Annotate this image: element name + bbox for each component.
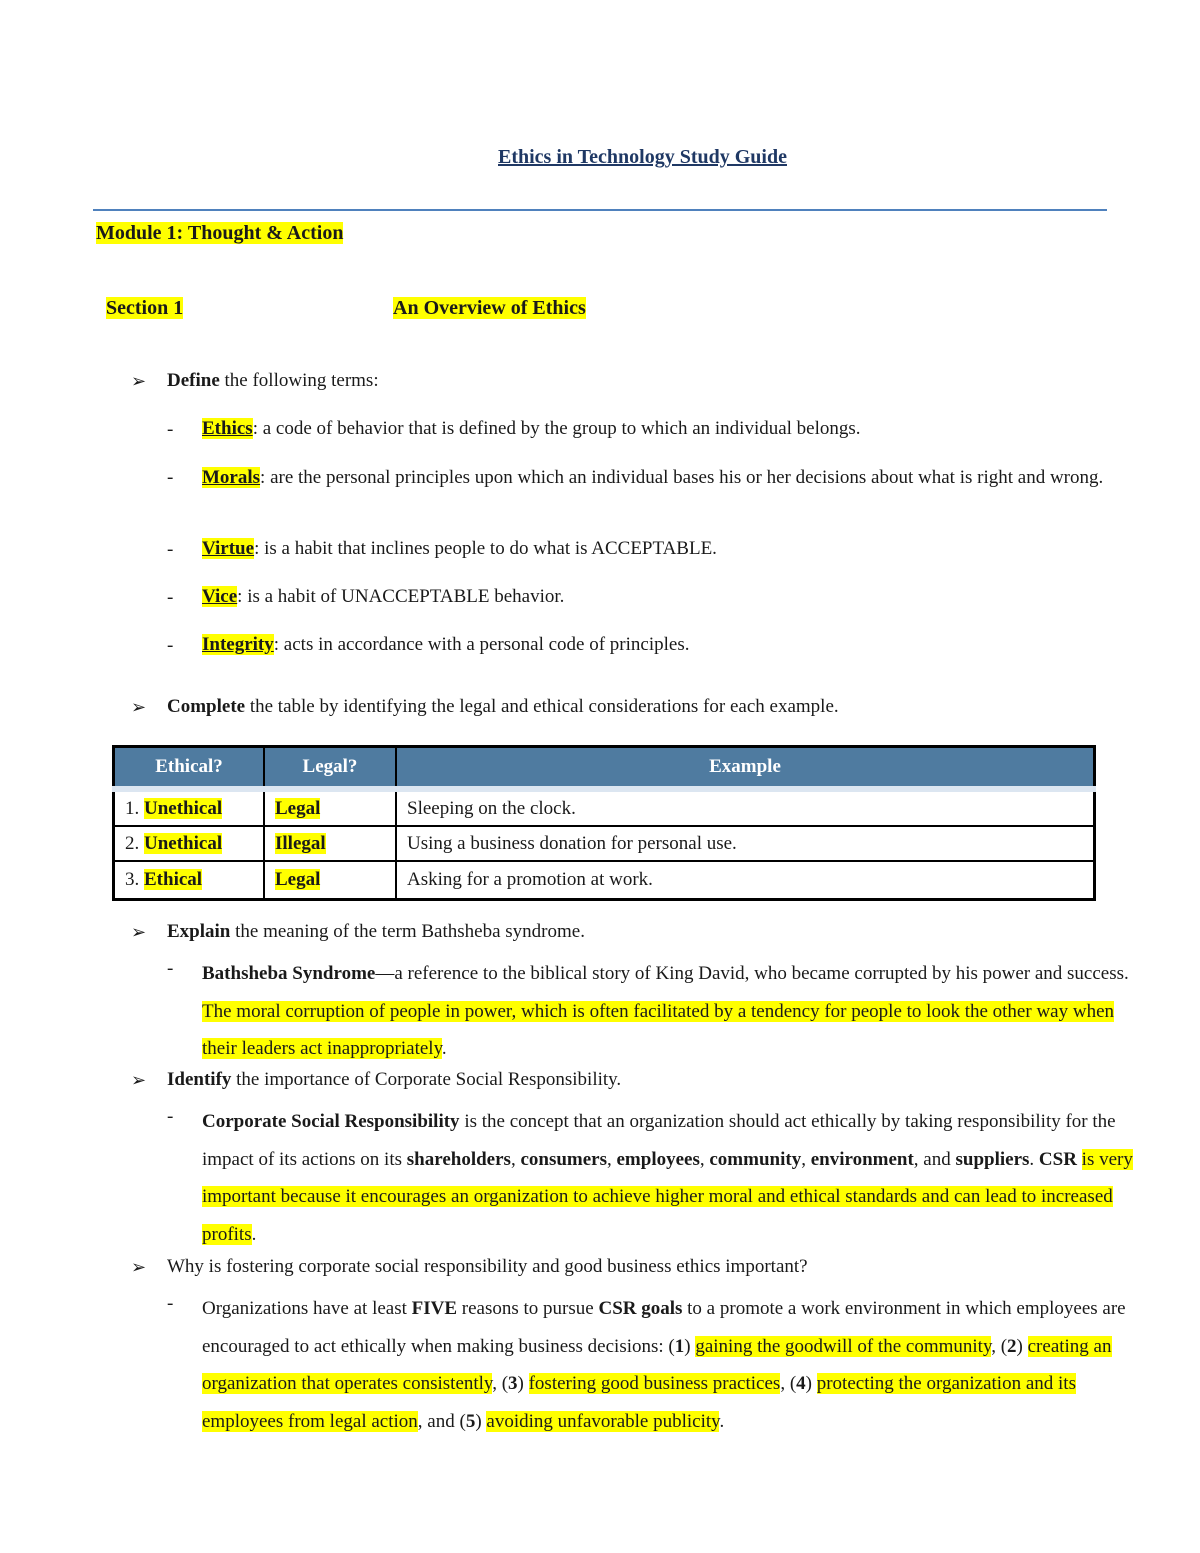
dash-bullet: -	[167, 958, 174, 979]
table-row	[114, 826, 1095, 861]
arrowhead-bullet-icon: ➢	[131, 922, 147, 942]
arrowhead-bullet-icon: ➢	[131, 697, 147, 717]
ethics-legal-table	[112, 745, 1096, 901]
term-virtue: Virtue: is a habit that inclines people to do what is ACCEPTABLE.	[202, 538, 717, 559]
table-header-row	[114, 747, 1095, 790]
dash-bullet: -	[167, 635, 174, 656]
dash-bullet: -	[167, 539, 174, 560]
complete-prompt: Complete the table by identifying the legal and ethical considerations for each example.	[167, 696, 839, 717]
ethical-cell: 2. Unethical	[114, 826, 265, 861]
dash-bullet: -	[167, 1293, 174, 1314]
dash-bullet: -	[167, 1106, 174, 1127]
example-cell: Asking for a promotion at work.	[396, 861, 1095, 900]
explain-prompt: Explain the meaning of the term Bathsheba syndrome.	[167, 921, 585, 942]
identify-prompt: Identify the importance of Corporate Social Responsibility.	[167, 1069, 622, 1090]
ethical-cell: 3. Ethical	[114, 861, 265, 900]
document-title: Ethics in Technology Study Guide	[498, 146, 787, 168]
section-label: Section 1	[106, 297, 184, 319]
why-question: Why is fostering corporate social responsibility and good business ethics important?	[167, 1256, 808, 1277]
legal-cell: Legal	[264, 789, 396, 826]
term-vice: Vice: is a habit of UNACCEPTABLE behavior.	[202, 586, 565, 607]
dash-bullet: -	[167, 467, 174, 488]
legal-cell: Legal	[264, 861, 396, 900]
bathsheba-definition: Bathsheba Syndrome—a reference to the biblical story of King David, who became corrupted by his power and success. The moral corruption of people in power, which is often facilitated by a tendency for people to look the other way when their leaders act inappropriately.	[202, 963, 1129, 1059]
arrowhead-bullet-icon: ➢	[131, 1257, 147, 1277]
col-legal: Legal?	[264, 747, 396, 790]
dash-bullet: -	[167, 587, 174, 608]
section-title: An Overview of Ethics	[393, 297, 586, 319]
term-morals: Morals: are the personal principles upon which an individual bases his or her decisions about what is right and wrong.	[202, 467, 1104, 488]
term-ethics: Ethics: a code of behavior that is defined by the group to which an individual belongs.	[202, 418, 861, 439]
example-cell: Sleeping on the clock.	[396, 789, 1095, 826]
legal-cell: Illegal	[264, 826, 396, 861]
arrowhead-bullet-icon: ➢	[131, 371, 147, 391]
title-divider	[93, 209, 1107, 211]
csr-reasons: Organizations have at least FIVE reasons to pursue CSR goals to a promote a work environment in which employees are encouraged to act ethically when making business decisions: (1) gaining the goodwill of the community, (2) creating an organization that operates consistently, (3) fostering good business practices, (4) protecting the organization and its employees from legal action, and (5) avoiding unfavorable publicity.	[202, 1298, 1126, 1432]
col-ethical: Ethical?	[114, 747, 265, 790]
csr-definition: Corporate Social Responsibility is the concept that an organization should act ethically by taking responsibility for the impact of its actions on its shareholders, consumers, employees, community, environment, and suppliers. CSR is very important because it encourages an organization to achieve higher moral and ethical standards and can lead to increased profits.	[202, 1111, 1133, 1245]
col-example: Example	[396, 747, 1095, 790]
term-integrity: Integrity: acts in accordance with a personal code of principles.	[202, 634, 690, 655]
example-cell: Using a business donation for personal use.	[396, 826, 1095, 861]
dash-bullet: -	[167, 419, 174, 440]
arrowhead-bullet-icon: ➢	[131, 1070, 147, 1090]
define-prompt: Define the following terms:	[167, 370, 379, 391]
table-row	[114, 789, 1095, 826]
ethical-cell: 1. Unethical	[114, 789, 265, 826]
module-heading: Module 1: Thought & Action	[96, 222, 344, 244]
table-row	[114, 861, 1095, 900]
